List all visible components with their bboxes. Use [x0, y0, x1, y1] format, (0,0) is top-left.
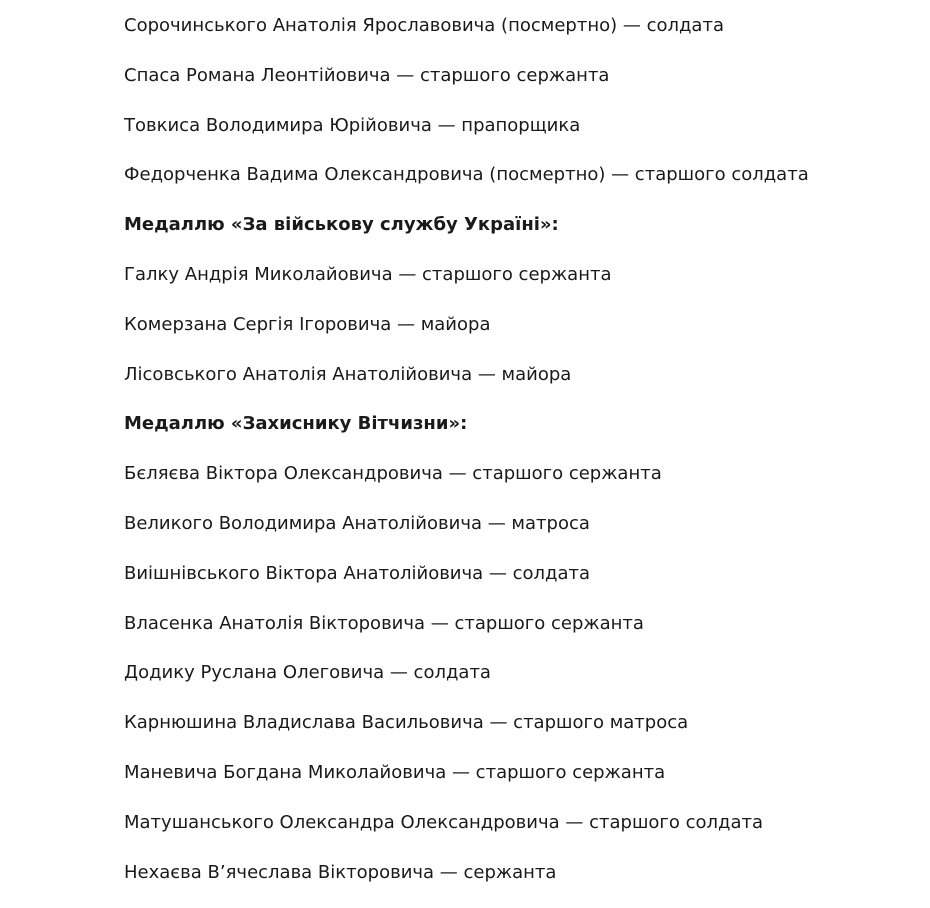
award-recipient-line: Федорченка Вадима Олександровича (посмертно) — старшого солдата	[124, 164, 809, 186]
award-recipient-line: Великого Володимира Анатолійовича — матроса	[124, 512, 590, 534]
award-recipient-line: Власенка Анатолія Вікторовича — старшого сержанта	[124, 612, 644, 634]
award-recipient-line: Спаса Романа Леонтійовича — старшого сержанта	[124, 64, 610, 86]
award-recipient-line: Карнюшина Владислава Васильовича — старшого матроса	[124, 712, 689, 734]
award-recipient-line: Матушанського Олександра Олександровича — старшого солдата	[124, 811, 764, 833]
award-recipient-line: Комерзана Сергія Ігоровича — майора	[124, 313, 491, 335]
award-recipient-line: Галку Андрія Миколайовича — старшого сержанта	[124, 263, 612, 285]
award-recipient-line: Додику Руслана Олеговича — солдата	[124, 662, 491, 684]
medal-heading: Медаллю «Захиснику Вітчизни»:	[124, 413, 468, 435]
award-recipient-line: Товкиса Володимира Юрійовича — прапорщика	[124, 114, 581, 136]
medal-heading: Медаллю «За військову службу Україні»:	[124, 214, 559, 236]
award-recipient-line: Виішнівського Віктора Анатолійовича — солдата	[124, 562, 591, 584]
award-recipient-line: Нехаєва В’ячеслава Вікторовича — сержанта	[124, 861, 557, 883]
award-recipient-line: Сорочинського Анатолія Ярославовича (посмертно) — солдата	[124, 15, 724, 36]
article-body	[124, 12, 914, 908]
award-recipient-line: Маневича Богдана Миколайовича — старшого сержанта	[124, 761, 666, 783]
award-recipient-line: Лісовського Анатолія Анатолійовича — майора	[124, 363, 572, 385]
award-recipient-line: Бєляєва Віктора Олександровича — старшого сержанта	[124, 463, 662, 485]
